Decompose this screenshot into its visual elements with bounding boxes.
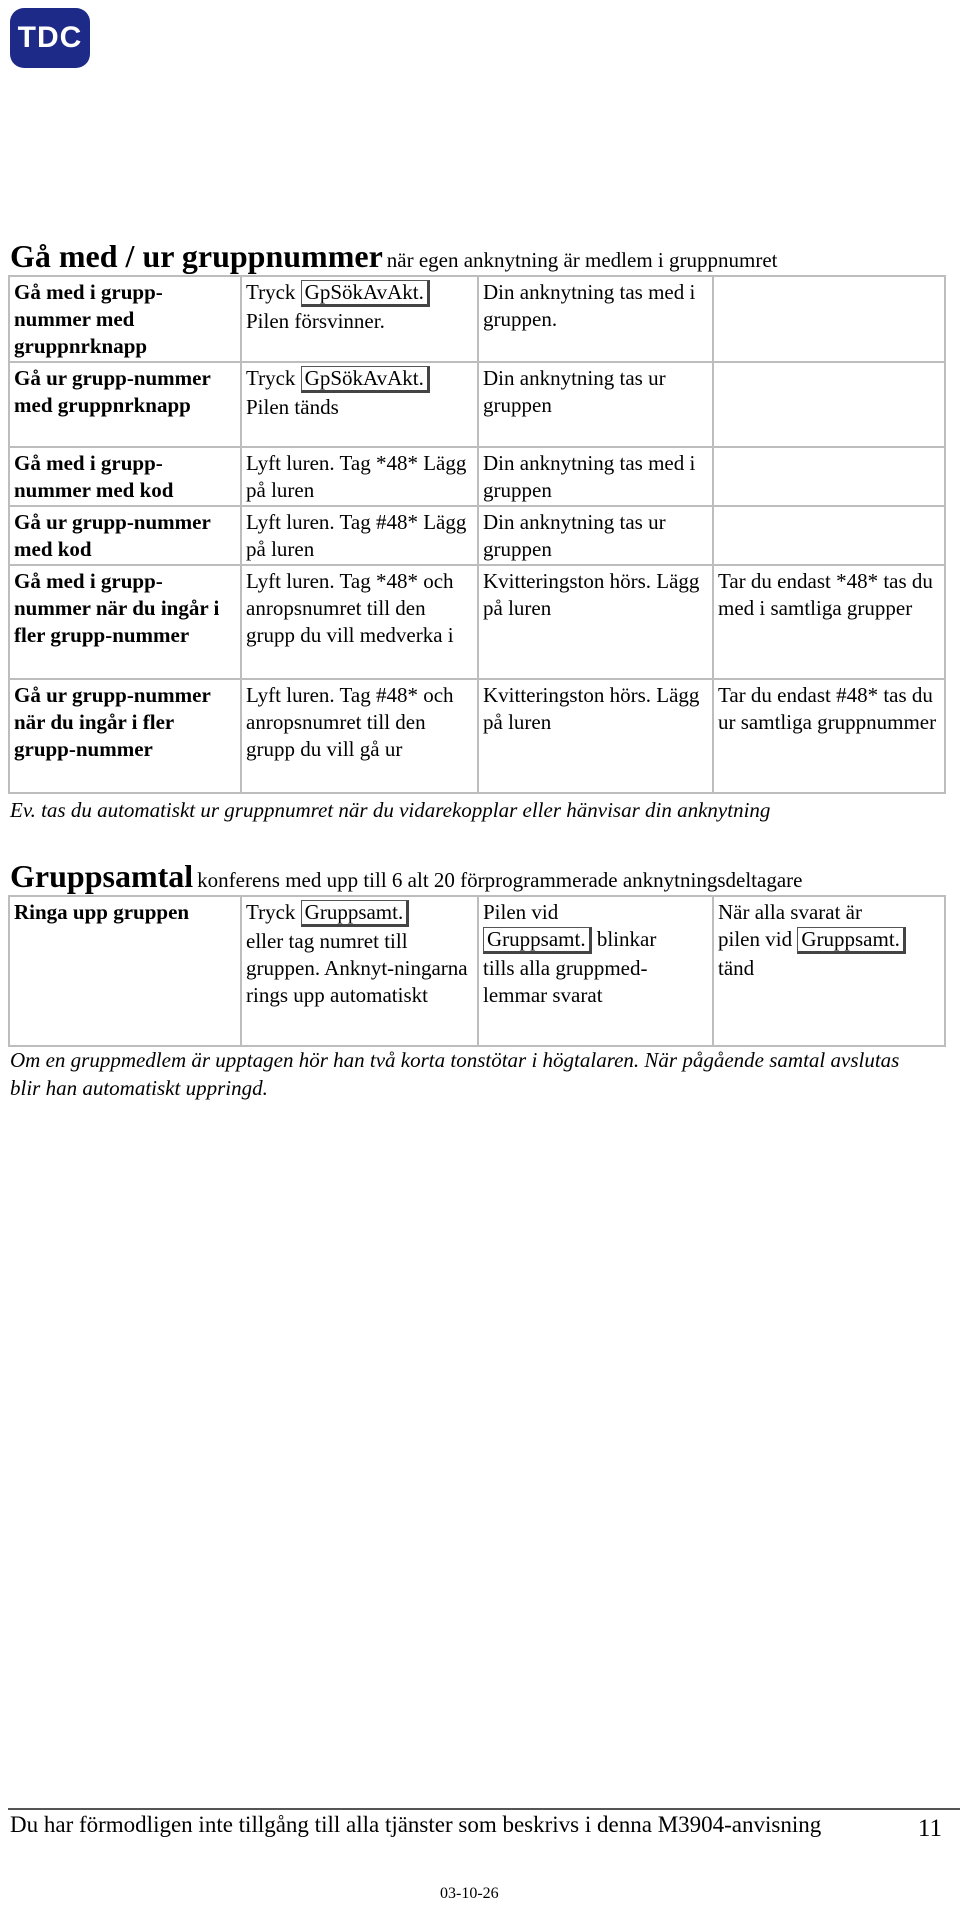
- row-note: [713, 447, 945, 506]
- note-pre: När alla svarat är: [718, 900, 862, 924]
- row-note: [713, 362, 945, 447]
- footer-date: 03-10-26: [440, 1885, 499, 1902]
- table-row: [9, 362, 945, 447]
- table-row: [9, 276, 945, 362]
- action-post: eller tag numret till gruppen. Anknyt-ningarna rings upp automatiskt: [246, 929, 468, 1007]
- row-label: Gå ur grupp-nummer med gruppnrknapp: [9, 362, 241, 447]
- row-action: [241, 276, 478, 362]
- row-note: [713, 506, 945, 565]
- row-action: [241, 362, 478, 447]
- row-note: [713, 896, 945, 1046]
- row-note: [713, 276, 945, 362]
- row-action: [241, 896, 478, 1046]
- gruppsamt-key: Gruppsamt.: [797, 927, 906, 954]
- section1-footnote: Ev. tas du automatiskt ur gruppnumret när du vidarekopplar eller hänvisar din anknytning: [10, 798, 771, 822]
- note-mid: pilen vid: [718, 927, 798, 951]
- row-action: Lyft luren. Tag *48* Lägg på luren: [241, 447, 478, 506]
- action-pre: Tryck: [246, 366, 301, 390]
- action-post: Pilen tänds: [246, 395, 339, 419]
- note-post: tänd: [718, 956, 755, 980]
- section2-table: [8, 895, 946, 1047]
- section2-title: Gruppsamtal: [10, 858, 194, 894]
- row-label: Ringa upp gruppen: [9, 896, 241, 1046]
- row-action: Lyft luren. Tag #48* och anropsnumret till den grupp du vill gå ur: [241, 679, 478, 793]
- row-label: Gå med i grupp-nummer med gruppnrknapp: [9, 276, 241, 362]
- table-row: [9, 896, 945, 1046]
- row-action: Lyft luren. Tag #48* Lägg på luren: [241, 506, 478, 565]
- footer-text: Du har förmodligen inte tillgång till alla tjänster som beskrivs i denna M3904-anvisning: [10, 1812, 822, 1837]
- table-row: [9, 506, 945, 565]
- section2-subtitle: konferens med upp till 6 alt 20 förprogrammerade anknytningsdeltagare: [197, 868, 803, 892]
- row-result: Kvitteringston hörs. Lägg på luren: [478, 565, 713, 679]
- row-label: Gå med i grupp-nummer när du ingår i fler grupp-nummer: [9, 565, 241, 679]
- row-result: Din anknytning tas med i gruppen: [478, 447, 713, 506]
- result-post: tills alla gruppmed-lemmar svarat: [483, 956, 648, 1007]
- action-pre: Tryck: [246, 280, 301, 304]
- row-result: Kvitteringston hörs. Lägg på luren: [478, 679, 713, 793]
- row-note: Tar du endast #48* tas du ur samtliga gruppnummer: [713, 679, 945, 793]
- row-label: Gå ur grupp-nummer när du ingår i fler grupp-nummer: [9, 679, 241, 793]
- table-row: [9, 447, 945, 506]
- row-result: [478, 896, 713, 1046]
- table-row: [9, 679, 945, 793]
- result-pre: Pilen vid: [483, 900, 559, 924]
- row-result: Din anknytning tas med i gruppen.: [478, 276, 713, 362]
- gruppsamt-key: Gruppsamt.: [483, 927, 592, 954]
- footer-divider: [8, 1808, 960, 1810]
- row-note: Tar du endast *48* tas du med i samtliga grupper: [713, 565, 945, 679]
- gruppsamt-key: Gruppsamt.: [301, 900, 410, 927]
- page-number: 11: [917, 1815, 942, 1842]
- section2-heading: [10, 858, 802, 895]
- gpsokavakt-key: GpSökAvAkt.: [301, 280, 430, 307]
- logo-text: TDC: [17, 21, 83, 54]
- section1-heading: [10, 238, 777, 275]
- row-result: Din anknytning tas ur gruppen: [478, 362, 713, 447]
- action-pre: Tryck: [246, 900, 301, 924]
- section1-table: [8, 275, 946, 794]
- section2-footnote: Om en gruppmedlem är upptagen hör han två korta tonstötar i högtalaren. När pågående samtal avslutas blir han automatiskt uppringd.: [10, 1048, 900, 1100]
- section1-subtitle: när egen anknytning är medlem i gruppnumret: [386, 248, 778, 272]
- table-row: [9, 565, 945, 679]
- row-label: Gå ur grupp-nummer med kod: [9, 506, 241, 565]
- action-post: Pilen försvinner.: [246, 309, 385, 333]
- row-action: Lyft luren. Tag *48* och anropsnumret till den grupp du vill medverka i: [241, 565, 478, 679]
- row-label: Gå med i grupp-nummer med kod: [9, 447, 241, 506]
- tdc-logo: [10, 8, 90, 68]
- section1-title: Gå med / ur gruppnummer: [10, 238, 383, 274]
- gpsokavakt-key: GpSökAvAkt.: [301, 366, 430, 393]
- row-result: Din anknytning tas ur gruppen: [478, 506, 713, 565]
- result-mid: blinkar: [591, 927, 657, 951]
